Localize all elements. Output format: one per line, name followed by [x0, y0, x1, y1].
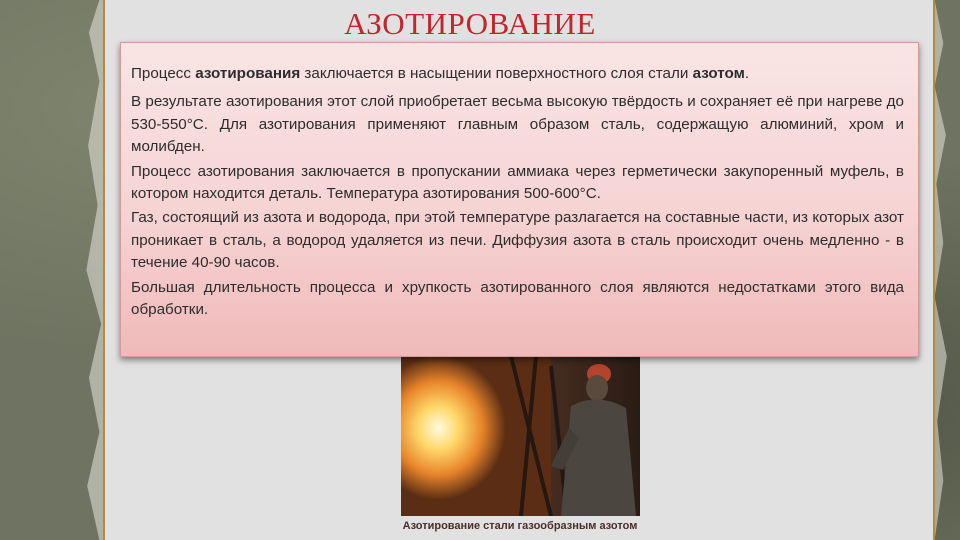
furnace-photo [401, 356, 640, 516]
bold-term-nitriding: азотирования [195, 65, 301, 82]
furnace-photo-image [401, 356, 640, 516]
paragraph-definition-text: Процесс [131, 65, 196, 82]
paragraph-definition [131, 63, 904, 85]
paragraph-definition-text: заключается в насыщении поверхностного слоя стали [300, 65, 693, 82]
paragraph-definition-text: . [744, 65, 750, 82]
photo-caption: Азотирование стали газообразным азотом [402, 520, 638, 532]
paragraph-drawbacks: Большая длительность процесса и хрупкость азотированного слоя являются недостатками этого вида обработки. [131, 278, 904, 319]
paragraph-process: Процесс азотирования заключается в пропускании аммиака через герметически закупоренный муфель, в котором находится деталь. Температура азотирования 500-600°С. [131, 162, 904, 203]
content-text-box [120, 42, 919, 357]
paragraph-diffusion: Газ, состоящий из азота и водорода, при этой температуре разлагается на составные части, из которых азот проникает в сталь, а водород удаляется из печи. Диффузия азота в сталь происходит очень медленно - в течение 40-90 часов. [131, 209, 904, 272]
bold-term-nitrogen: азотом [692, 65, 745, 82]
slide-title: АЗОТИРОВАНИЕ [344, 6, 596, 41]
paragraph-hardness: В результате азотирования этот слой приобретает весьма высокую твёрдость и сохраняет её при нагреве до 530-550°С. Для азотирования применяют главным образом сталь, содержащую алюминий, хром и молибден. [131, 93, 904, 156]
